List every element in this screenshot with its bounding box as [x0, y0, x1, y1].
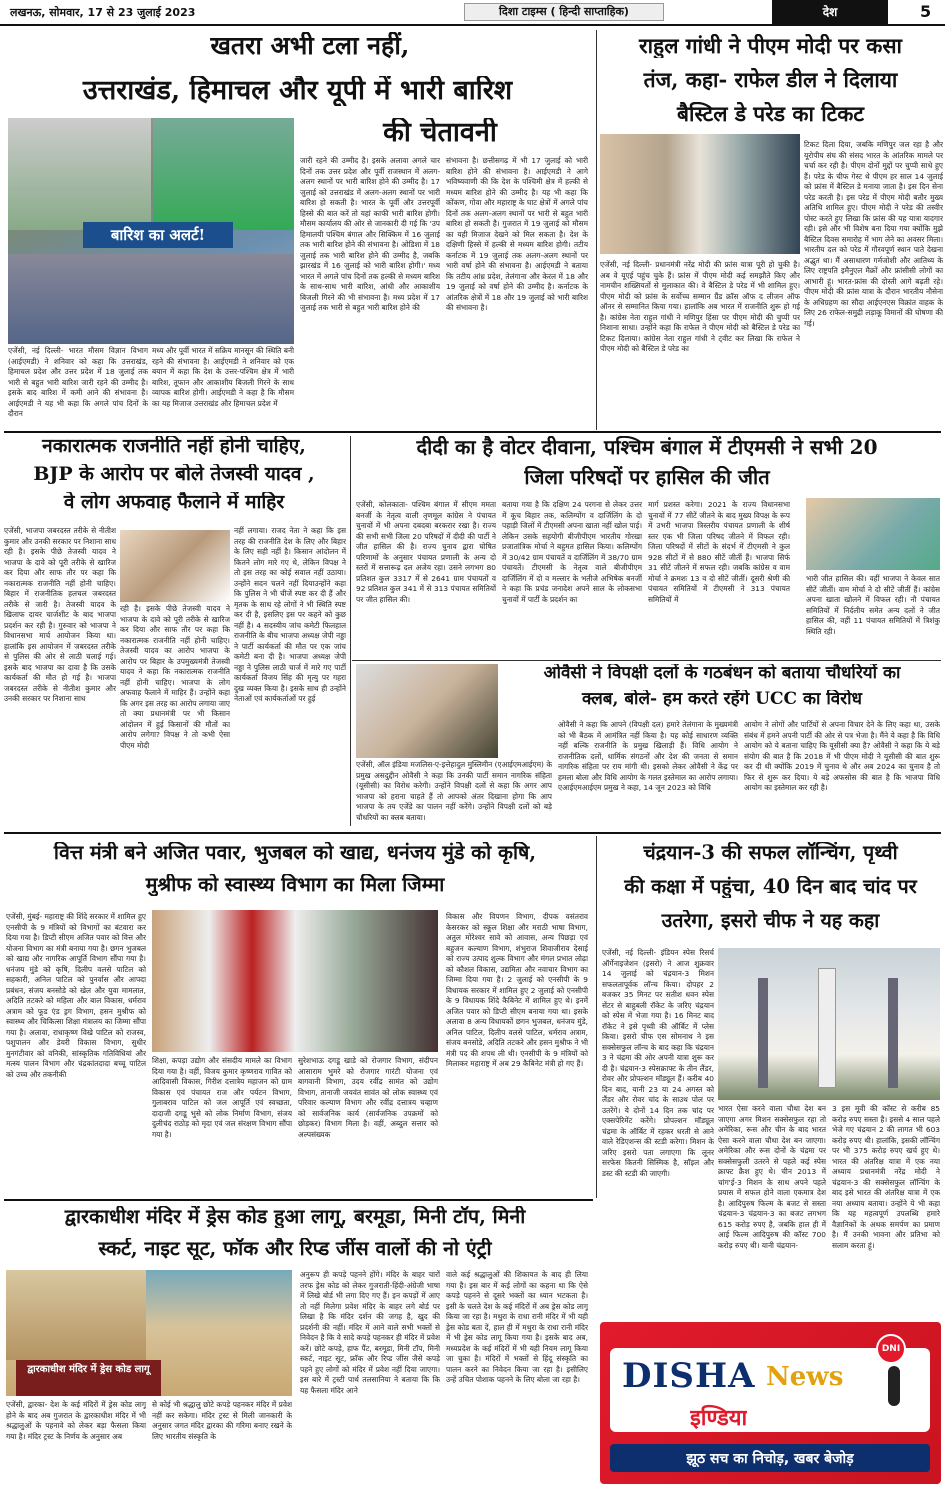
ad-tagline: झूठ सच का निचोड़, खबर बेजोड़	[686, 1451, 854, 1467]
flood-photo-right	[153, 118, 294, 230]
article-column-1: एजेंसी, नई दिल्ली- प्रधानमंत्री नरेंद्र मोदी की फ्रांस यात्रा पूरी हो चुकी है। अब वे यूएई पहुंच चुके हैं। फ्रांस में पीएम मोदी कई समझौते किए और नामचीन शख्सियतों से मुलाकात की। वे बैस्टिल डे परेड में भी शामिल हुए। पीएम मोदी को फ्रांस के सर्वोच्च सम्मान ग्रैंड क्रॉस ऑफ द लीजन ऑफ ऑनर से सम्मानित किया गया। हालांकि अब भारत में राजनीति शुरू हो गई है। कांग्रेस नेता राहुल गांधी ने मणिपुर हिंसा पर पीएम मोदी की चुप्पी पर निशाना साधा। उन्होंने कहा कि राफेल ने पीएम मोदी को बैस्टिल डे परेड का टिकट दिलाया। कांग्रेस नेता राहुल गांधी ने ट्वीट कर लिखा कि राफेल ने पीएम मोदी को बैस्टिल डे परेड का	[600, 260, 800, 354]
page-number: 5	[920, 2, 932, 21]
article-dwarkadhish	[0, 1202, 593, 1491]
ministers-photo	[152, 910, 438, 1052]
headline-line-2: जिला परिषदों पर हासिल की जीत	[524, 466, 770, 489]
headline-line-2: तंज, कहा- राफेल डील ने दिलाया	[643, 68, 898, 92]
article-ajit-pawar	[0, 836, 593, 1198]
article-column-2: से कोई भी श्रद्धालु छोटे कपड़े पहनकर मंदिर में प्रवेश नहीं कर सकेगा। मंदिर ट्रस्ट से मिली जानकारी के अनुसार जगत मंदिर द्वारका की गरिमा बनाए रखने के लिए भारतीय संस्कृति के	[152, 1400, 292, 1441]
edition-dateline: लखनऊ, सोमवार, 17 से 23 जुलाई 2023	[10, 6, 196, 19]
headline-line-1: वित्त मंत्री बने अजित पवार, भुजबल को खाद्य, धनंजय मुंडे को कृषि,	[53, 842, 537, 864]
article-column-4: संभावना है। छत्तीसगढ़ में भी 17 जुलाई को भारी बारिश होने की संभावना है। आईएमडी ने आगे भविष्यवाणी की कि देश के पश्चिमी क्षेत्र में हल्की से मध्यम बारिश होने की उम्मीद है। यह भी कहा कि कोंकण, गोवा और महाराष्ट्र के घाट क्षेत्रों में अगले पांच दिनों तक अलग-अलग स्थानों पर भारी से बहुत भारी बारिश हो सकती है। गुजरात में 19 जुलाई को मौसम का यही मिजाज देखने को मिल सकता है। देश के दक्षिणी हिस्से में हल्की से मध्यम बारिश होगी। तटीय कर्नाटक में 19 जुलाई तक अलग-अलग स्थानों पर भारी वर्षा होने की संभावना है। आईएमडी ने बताया कि तटीय आंध्र प्रदेश, तेलंगाना और केरल में 18 और 19 जुलाई को वर्षा होने की उम्मीद है। कर्नाटक के आंतरिक क्षेत्रों में 18 और 19 जुलाई को भारी बारिश की संभावना है।	[446, 156, 588, 313]
ad-brand-news: News	[766, 1362, 844, 1392]
headline-line-2: BJP के आरोप पर बोले तेजस्वी यादव ,	[33, 464, 315, 485]
dress-code-badge: द्वारकाधीश मंदिर में ड्रेस कोड लागू	[16, 1360, 161, 1396]
paper-name: दिशा टाइम्स ( हिन्दी साप्ताहिक)	[464, 3, 664, 21]
article-column-2: ओवैसी ने कहा कि आपने (विपक्षी दल) हमारे तेलंगाना के मुख्यमंत्री को भी बैठक में आमंत्रित नहीं किया है। यह कोई साधारण व्यक्ति नहीं बल्कि राजनीति के प्रमुख खिलाड़ी हैं। विधि आयोग ने राजनीतिक दलों, धार्मिक संगठनों और देश की जनता से समान नागरिक संहिता पर राय मांगी थी। इसको लेकर ओवैसी ने केंद्र पर हमला बोला और विधि आयोग के गलत इस्तेमाल का आरोप लगाया। एआईएमआईएम प्रमुख ने कहा, 14 जून 2023 को विधि	[558, 720, 738, 793]
headline-line-2: की कक्षा में पहुंचा, 40 दिन बाद चांद पर	[624, 876, 917, 898]
mamata-photo	[806, 498, 940, 570]
article-column-3: 3 इस मूवी की कॉस्ट से करीब 85 करोड़ रुपए सस्ता है। इससे 4 साल पहले भेजे गए चंद्रयान 2 की लागत भी 603 करोड़ रुपए थी। हालांकि, इसकी लॉन्चिंग पर भी 375 करोड़ रुपए खर्च हुए थे। भारत की अंतरिक्ष यात्रा में एक नया अध्याय प्रधानमंत्री नरेंद्र मोदी ने चंद्रयान-3 की सक्सेसफुल लॉन्चिंग के बाद इसे भारत की अंतरिक्ष यात्रा में एक नया अध्याय बताया। उन्होंने ये भी कहा कि यह महत्वपूर्ण उपलब्धि हमारे वैज्ञानिकों के अथक समर्पण का प्रमाण है। मैं उनकी भावना और प्रतिभा को सलाम करता हूं।	[832, 1104, 940, 1250]
rocket-launch-photo	[718, 948, 940, 1100]
article-owaisi	[352, 662, 945, 830]
headline-line-1: राहुल गांधी ने पीएम मोदी पर कसा	[639, 34, 902, 58]
article-column-2: भारत ऐसा करने वाला चौथा देश बन जाएगा अगर मिशन सक्सेसफुल रहा तो अमेरिका, रूस और चीन के बाद भारत ऐसा करने वाला चौथा देश बन जाएगा। अमेरिका और रूस दोनों के चंद्रमा पर सक्सेसफुली उतरने से पहले कई स्पेस क्राफ्ट क्रैश हुए थे। चीन 2013 में चांग'ई-3 मिशन के साथ अपने पहले प्रयास में सफल होने वाला एकमात्र देश है। आदिपुरुष फिल्म के बजट से सस्ता चंद्रयान-3 चंद्रयान-3 का बजट लगभग 615 करोड़ रुपए है, जबकि हाल ही में आई फिल्म आदिपुरुष की कॉस्ट 700 करोड़ रुपए थी। यानी चंद्रयान-	[718, 1104, 826, 1250]
tejashwi-photo	[120, 530, 230, 602]
article-column-1: एजेंसी, भाजपा जबरदस्त तरीके से नीतीश कुमार और उनकी सरकार पर निशाना साध रही है। इसके पीछे तेजस्वी यादव ने भाजपा के दावे को पूरी तरीके से खारिज कर दिया और साफ तौर पर कहा कि नकारात्मक राजनीति नहीं होनी चाहिए। बिहार में राजनीतिक हलचल जबरदस्त तरीके से जारी है। तेजस्वी यादव के खिलाफ दायर चार्जशीट के बाद भाजपा प्रदर्शन कर रही है। गुरुवार को भाजपा ने विधानसभा मार्च आयोजन किया था। हालांकि इस आयोजन में जबरदस्त तरीके से पुलिस की ओर से लाठी चलाई गई। इसके बाद भाजपा का दावा है कि उसके कार्यकर्ता की मौत हो गई है। भाजपा जबरदस्त तरीके से नीतीश कुमार और उनकी सरकार पर निशाना साध	[4, 526, 116, 704]
article-column-1: एजेंसी, नई दिल्ली- भारत मौसम विज्ञान विभाग (आईएमडी) ने शनिवार को कहा कि उत्तराखंड, हिमाचल प्रदेश और उत्तर प्रदेश में 18 जुलाई तक भारी से बहुत भारी बारिश जारी रहने की उम्मीद है। इसके बाद बारिश में कमी आने की संभावना है। आईएमडी ने यह भी कहा कि अगले पांच दिनों के दौरान	[8, 346, 148, 419]
flood-photo-bottom	[8, 254, 294, 344]
headline-line-2: उत्तराखंड, हिमाचल और यूपी में भारी बारिश	[82, 76, 513, 106]
headline-line-2: क्लब, बोले- हम करते रहेंगे UCC का विरोध	[582, 690, 862, 709]
microphone-icon	[888, 1366, 900, 1406]
article-rain-warning	[0, 28, 593, 448]
article-column-4: भारी जीत हासिल की। वहीं भाजपा ने केवल सात सीटें जीतीं। वाम मोर्चा ने दो सीटें जीतीं हैं। कांग्रेस अपना खाता खोलने में विफल रही। नौ पंचायत समितियों में निर्दलीय समेत अन्य दलों ने जीत हासिल की, वहीं 11 पंचायत समितियों में त्रिशंकु स्थिति रही।	[806, 574, 940, 636]
launch-tower	[758, 978, 768, 1088]
temple-photo-left	[6, 1270, 146, 1360]
ad-dni-badge: DNI	[876, 1334, 906, 1364]
headline-line-2: मुश्रीफ को स्वास्थ्य विभाग का मिला जिम्मा	[145, 874, 445, 896]
article-column-3: अनुरूप ही कपड़े पहनने होंगे। मंदिर के बाहर चारों तरफ ड्रेस कोड को लेकर गुजराती-हिंदी-अंग्रेजी भाषा में लिखे बोर्ड भी लगा दिए गए हैं। इन कपड़ों में आए तो नहीं मिलेगा प्रवेश मंदिर के बाहर लगे बोर्ड पर लिखा है कि मंदिर दर्शन की जगह है, खुद की प्रदर्शनी की नहीं। मंदिर में आने वाले सभी भक्तों से निवेदन है कि वे सादे कपड़े पहनकर ही मंदिर में प्रवेश करें। छोटे कपड़े, हाफ पैंट, बरमूडा, मिनी टॉप, मिनी स्कर्ट, नाइट सूट, फ्रॉक और रिप्ड जींस जैसे कपड़े पहने हुए लोगों को मंदिर में प्रवेश नहीं दिया जाएगा। इस बारे में ट्रस्टी पार्थ तलसानिया ने बताया कि कि यह फैसला मंदिर आने	[300, 1270, 440, 1395]
headline-line-1: नकारात्मक राजनीति नहीं होनी चाहिए,	[42, 436, 306, 457]
article-column-4: विकास और विपणन विभाग, दीपक वसंतराव केसरकर को स्कूल शिक्षा और मराठी भाषा विभाग, अतुल मोरेश्वर सावे को आवास, अन्य पिछड़ा एवं बहुजन कल्याण विभाग, शंभुराज शिवाजीराव देसाई को राज्य उत्पाद शुल्क विभाग और मंगल प्रभात लोढ़ा को कौशल विकास, उद्यमिता और नवाचार विभाग का जिम्मा दिया गया है। 2 जुलाई को एनसीपी के 9 विधायक सरकार में शामिल हुए 2 जुलाई को एनसीपी के 9 विधायक शिंदे कैबिनेट में शामिल हुए थे। इनमें अजित पवार को डिप्टी सीएम बनाया गया था। इसके अलावा 8 अन्य विधायकों छगन भुजबल, धनंजय मुंडे, अनिल पाटिल, दिलीप वलसे पाटिल, धर्मराव अत्राम, संजय बनसोडे, अदिति तटकरे और हसन मुश्रीफ ने भी मंत्री पद की शपथ ली थी। एनसीपी के 9 मंत्रियों को मिलाकर महाराष्ट्र में अब 29 कैबिनेट मंत्री हो गए हैं।	[446, 912, 588, 1069]
flood-photo-collage	[8, 118, 294, 344]
modi-macron-rahul-photo	[600, 134, 800, 254]
headline-line-1: चंद्रयान-3 की सफल लॉन्चिंग, पृथ्वी	[643, 842, 898, 864]
owaisi-photo	[356, 664, 498, 758]
headline-line-1: ओवैसी ने विपक्षी दलों के गठबंधन को बताया चौधरियों का	[543, 664, 901, 683]
article-column-3: मार्ग प्रशस्त करेगा। 2021 के राज्य विधानसभा चुनावों में 77 सीटें जीतने के बाद मुख्य विपक्ष के रूप में उभरी भाजपा त्रिस्तरीय पंचायत प्रणाली के शीर्ष स्तर एक भी जिला परिषद जीतने में विफल रही। जिला परिषदों में सीटों के संदर्भ में टीएमसी ने कुल 928 सीटों में से 880 सीटें जीतीं हैं। भाजपा सिर्फ 31 सीटें जीतने में सफल रही। जबकि कांग्रेस व वाम मोर्चा ने क्रमशः 13 व दो सीटें जीतीं। दूसरी श्रेणी की पंचायत समितियों में टीएमसी ने 313 पंचायत समितियों में	[648, 500, 790, 604]
headline-line-3: बैस्टिल डे परेड का टिकट	[677, 102, 864, 126]
article-column-3: जारी रहने की उम्मीद है। इसके अलावा अगले चार दिनों तक उत्तर प्रदेश और पूर्वी राजस्थान में अलग-अलग स्थानों पर भारी बारिश होने की उम्मीद है। 17 जुलाई को उत्तराखंड में अलग-अलग स्थानों पर भारी बारिश हो सकती है। भारत के पूर्वी और उत्तरपूर्वी हिस्से की बात करें तो यहां काफी भारी बारिश होगी। मौसम कार्यालय की ओर से जानकारी दी गई कि 'उप हिमालयी पश्चिम बंगाल और सिक्किम में 16 जुलाई तक भारी बारिश होने की संभावना है। ओडिशा में 18 जुलाई तक भारी बारिश होने की उम्मीद है, जबकि झारखंड में 16 जुलाई को भारी बारिश होगी।' मध्य भारत में अगले पांच दिनों तक हल्की से मध्यम बारिश के साथ-साथ भारी बारिश, आंधी और आकाशीय बिजली गिरने की भी संभावना है। मध्य प्रदेश में 17 जुलाई तक भारी से बहुत भारी बारिश होने की	[300, 156, 440, 313]
article-column-1: एजेंसी, नई दिल्ली- इंडियन स्पेस रिसर्च ऑर्गेनाइजेशन (इसरो) ने आज शुक्रवार 14 जुलाई को चंद्रयान-3 मिशन सफलतापूर्वक लॉन्च किया। दोपहर 2 बजकर 35 मिनट पर सतीश धवन स्पेस सेंटर से बाहुबली रॉकेट के जरिए चंद्रयान को स्पेस में भेजा गया है। 16 मिनट बाद रॉकेट ने इसे पृथ्वी की ऑर्बिट में प्लेस किया। इसरो चीफ एस सोमनाथ ने इस सक्सेसफुल लॉन्च के बाद कहा कि चंद्रयान 3 ने चंद्रमा की ओर अपनी यात्रा शुरू कर दी है। चंद्रयान-3 स्पेसक्राफ्ट के तीन लैंडर, रोवर और प्रोपल्शन मॉड्यूल हैं। करीब 40 दिन बाद, यानी 23 या 24 अगस्त को लैंडर और रोवर चांद के साउथ पोल पर उतरेंगे। ये दोनों 14 दिन तक चांद पर एक्सपेरिमेंट करेंगे। प्रोपल्शन मॉड्यूल चंद्रमा के ऑर्बिट में रहकर धरती से आने वाले रेडिएशन्स की स्टडी करेगा। मिशन के जरिए इसरो पता लगाएगा कि लूनर सरफेस कितनी सिस्मिक है, सॉइल और डस्ट की स्टडी की जाएगी।	[602, 948, 714, 1178]
article-column-1: एजेंसी, कोलकाता- पश्चिम बंगाल में सीएम ममता बनर्जी के नेतृत्व वाली तृणमूल कांग्रेस ने पंचायत चुनावों में भी अपना दबदबा बरकरार रखा है। राज्य की सभी सभी जिला 20 परिषदों में दीदी की पार्टी ने जीत हासिल की है। राज्य चुनाव द्वारा घोषित परिणामों के अनुसार पंचायत प्रणाली के अन्य दो स्तरों में सत्तारूढ़ दल अजेय रहा। उसने लगभग 80 प्रतिशत कुल 3317 में से 2641 ग्राम पंचायतों व 92 प्रतिशत कुल 341 में से 313 पंचायत समितियों पर जीत हासिल की।	[356, 500, 496, 604]
article-column-2: टिकट दिला दिया, जबकि मणिपुर जल रहा है और यूरोपीय संघ की संसद भारत के आंतरिक मामले पर चर्चा कर रही है। पीएम दोनों मुद्दों पर चुप्पी साधे हुए हैं। परेड के चीफ गेस्ट थे पीएम हर साल 14 जुलाई को फ्रांस में बैस्टिल डे मनाया जाता है। इस दिन सेना परेड करती है। इस परेड में पीएम मोदी बतौर मुख्य अतिथि शामिल हुए। पीएम मोदी ने परेड की तस्वीर पोस्ट करते हुए लिखा कि फ्रांस की यह यात्रा यादगार रही। इसे और भी विशेष बना दिया गया क्योंकि मुझे बैस्टिल दिवस समारोह में भाग लेने का अवसर मिला। भारतीय दल को परेड में गौरवपूर्ण स्थान पाते देखना अद्भुत था। मैं असाधारण गर्मजोशी और आतिथ्य के लिए राष्ट्रपति इमैनुएल मैक्रों और फ्रांसीसी लोगों का आभारी हूं। भारत-फ्रांस की दोस्ती आगे बढ़ती रहे। पीएम मोदी की फ्रांस यात्रा के दौरान भारतीय नौसेना के अधिग्रहण का सौदा आईएनएस विक्रांत वाहक के लिए 26 राफेल-समुद्री लड़ाकू विमानों की घोषणा की गई।	[804, 140, 943, 328]
disha-news-ad	[600, 1322, 941, 1484]
headline-line-2: स्कर्ट, नाइट सूट, फॉक और रिप्ड जींस वालों की नो एंट्री	[98, 1238, 492, 1260]
section-label: देश	[772, 0, 888, 24]
page-header	[0, 0, 945, 26]
article-tmc-panchayat	[352, 434, 945, 660]
temple-photo	[6, 1270, 292, 1396]
article-column-2: मध्य और पूर्वी भारत में सक्रिय मानसून की स्थिति बनी रहने की संभावना है। आईएमडी ने शनिवार को एक बयान में कहा कि देश के उत्तर-पश्चिम क्षेत्र में भारी बारिश, तूफान और आकाशीय बिजली गिरने के साथ व्यापक बारिश होगी। आईएमडी ने कहा है कि मौसम का यह मिजाज उत्तराखंड और हिमाचल प्रदेश में	[152, 346, 294, 408]
article-tejashwi	[0, 434, 348, 830]
ad-subtitle-india: इण्डिया	[690, 1405, 748, 1431]
article-column-1: एजेंसी, मुंबई- महाराष्ट्र की शिंदे सरकार में शामिल हुए एनसीपी के 9 मंत्रियों को विभागों का बंटवारा कर दिया गया है। डिप्टी सीएम अजित पवार को वित्त और योजना विभाग का मंत्री बनाया गया है। छगन भुजबल को खाद्य और नागरिक आपूर्ति विभाग सौंपा गया है। धनंजय मुंडे को कृषि, दिलीप वलसे पाटिल को सहकारी, अनिल पाटिल को पुनर्वास और आपदा प्रबंधन, संजय बनसोडे को खेल और युवा मामलात, अदिति तटकरे को महिला और बाल विकास, धर्मराव अत्राम को फूड एंड ड्रग विभाग, हसन मुश्रीफ को स्वास्थ्य और चिकित्सा शिक्षा मंत्रालय का जिम्मा सौंपा गया है। अलावा, राधाकृष्ण विखे पाटिल को राजस्व, पशुपालन और डेयरी विकास विभाग, सुधीर मुनगंटीवार को वनिकी, सांस्कृतिक गतिविधियां और मत्स्य पालन विभाग और चंद्रकांतदादा बच्चू पाटिल को उच्च और तकनीकी	[6, 912, 146, 1079]
article-column-4: वाले कई श्रद्धालुओं की शिकायत के बाद ही लिया गया है। इस बार में कई लोगों का कहना था कि ऐसे कपड़े पहनने से दूसरे भक्तों का ध्यान भटकता है। इसी के चलते देश के कई मंदिरों में अब ड्रेस कोड लागू किया जा रहा है। मथुरा के राधा रानी मंदिर में भी यही ड्रेस कोड बता दें, हाल ही में मथुरा के राधा रानी मंदिर में भी ड्रेस कोड लागू किया गया है। इसके बाद अब, मध्यप्रदेश के कई मंदिरों में भी यही नियम लागू किया जा चुका है। मंदिरों में भक्तों से हिंदू संस्कृति का पालन करने का निवेदन किया जा रहा है। इसीलिए उन्हें उचित पोशाक पहनने के लिए बोला जा रहा है।	[446, 1270, 588, 1385]
headline-line-1: द्वारकाधीश मंदिर में ड्रेस कोड हुआ लागू, बरमूडा, मिनी टॉप, मिनी	[64, 1206, 526, 1228]
article-column-3: नहीं लगाया। राजद नेता ने कहा कि इस तरह की राजनीति देश के लिए और बिहार के लिए सही नहीं है। किसान आंदोलन में कितने लोग मारे गए थे, लेकिन विपक्ष ने तो इस तरह का कोई सवाल नहीं उठाया। उन्होंने सदन चलने नहीं दियाउन्होंने कहा कि पुलिस ने भी चीजें स्पष्ट कर दी हैं और मृतक के साथ रहे लोगों ने भी स्थिति स्पष्ट कर दी है, इसलिए इस पर कहने को कुछ नहीं है। 4 सदस्यीय जांच कमेटी फिलहाल राजनीति के बीच भाजपा अध्यक्ष जेपी नड्डा ने पार्टी कार्यकर्ता की मौत पर एक जांच कमेटी बना दी है। भाजपा अध्यक्ष जेपी नड्डा ने पुलिस लाठी चार्ज में मारे गए पार्टी कार्यकर्ता विजय सिंह की मृत्यु पर गहरा दुख व्यक्त किया है। इसके साथ ही उन्होंने नेताओं एवं कार्यकर्ताओं पर हुई	[234, 526, 346, 704]
headline-line-1: खतरा अभी टला नहीं,	[210, 32, 410, 60]
article-chandrayaan	[598, 836, 945, 1320]
rocket-shape	[818, 968, 836, 1088]
article-column-2: शिक्षा, कपड़ा उद्योग और संसदीय मामले का विभाग दिया गया है। वहीं, विजय कुमार कृष्णराव गावित को आदिवासी विकास, गिरीश दत्तात्रेय महाजन को ग्राम विकास एवं पंचायत राज और पर्यटन विभाग, गुलाबराव पाटिल को जल आपूर्ति एवं स्वच्छता, दादाजी दगडू भुसे को लोक निर्माण विभाग, संजय दुलीचंद राठोड़ को मृदा एवं जल संरक्षण विभाग सौंपा गया है।	[152, 1056, 292, 1139]
headline-line-3: उतरेगा, इसरो चीफ ने यह कहा	[661, 910, 880, 932]
article-column-2: बताया गया है कि दक्षिण 24 परगना से लेकर उत्तर में कूच बिहार तक, कलिम्पोंग व दार्जिलिंग के दो पहाड़ी जिलों में टीएमसी अपना खाता नहीं खोल पाई। लेकिन उसके सहयोगी बीजीपीएम भारतीय गोरखा प्रजातांत्रिक मोर्चा ने बहुमत हासिल किया। कलिम्पोंग में 30/42 ग्राम पंचायतें व दार्जिलिंग में 38/70 ग्राम पंचायतें। टीएमसी के नेतृत्व वाले बीजीपीएम दार्जिलिंग में दो व मल्लार के भतीजे अभिषेक बनर्जी ने कहा कि प्रचंड जनादेश अपने साल के लोकसभा चुनावों में पार्टी के प्रदर्शन का	[502, 500, 642, 604]
article-rahul-gandhi	[598, 28, 945, 430]
launch-tower	[888, 978, 898, 1088]
headline-line-3: की चेतावनी	[383, 118, 497, 148]
headline-line-3: वे लोग अफवाह फैलाने में माहिर	[63, 492, 285, 513]
article-column-3: सुरेशभाऊ दगडू खाडे को रोजगार विभाग, संदीपन आसाराम भुमरे को रोजगार गारंटी योजना एवं बागवानी विभाग, उदय रवींद्र सामंत को उद्योग विभाग, तानाजी जयवंत सावंत को लोक स्वास्थ्य एवं परिवार कल्याण विभाग और रवींद्र दत्तात्रय चव्हाण को सार्वजनिक कार्य (सार्वजनिक उपक्रमों को छोड़कर) विभाग मिला है। वहीं, अब्दुल सत्तार को अल्पसंख्यक	[298, 1056, 438, 1139]
article-column-2: रही है। इसके पीछे तेजस्वी यादव ने भाजपा के दावे को पूरी तरीके से खारिज कर दिया और साफ तौर पर कहा कि नकारात्मक राजनीति नहीं होनी चाहिए। तेजस्वी यादव का आरोप भाजपा के आरोप पर बिहार के उपमुख्यमंत्री तेजस्वी यादव ने कहा कि नकारात्मक राजनीति नहीं होनी चाहिए। भाजपा के लोग अफवाह फैलाने में माहिर हैं। उन्होंने कहा कि अगर इस तरह का आरोप लगाया जाए तो क्या प्रधानमंत्री पर भी किसान आंदोलन में हुई किसानों की मौतों का आरोप लगेगा? विपक्ष ने तो कभी ऐसा पीएम मोदी	[120, 604, 230, 750]
rain-alert-badge: बारिश का अलर्ट!	[83, 222, 233, 248]
article-column-1: एजेंसी, ऑल इंडिया मजलिस-ए-इत्तेहादुल मुस्लिमीन (एआईएमआईएम) के प्रमुख असदुद्दीन ओवैसी ने कहा कि उनकी पार्टी समान नागरिक संहिता (यूसीसी) का विरोध करेगी। उन्होंने विपक्षी दलों से कहा कि अगर आप भाजपा को हराना चाहते हैं तो आपको अंतर दिखाना होगा कि आप भाजपा के तय एजेंडे का पालन नहीं करेंगे। उन्होंने विपक्षी दलों को बड़े चौधरियों का क्लब बताया।	[356, 760, 552, 822]
flood-photo-left	[8, 118, 151, 230]
ad-brand-disha: DISHA	[622, 1356, 756, 1396]
article-column-3: आयोग ने लोगों और पार्टियों से अपना विचार देने के लिए कहा था, उसके संबंध में हमने अपनी पार्टी की ओर से पत्र भेजा है। मैंने ये कहा है कि विधि आयोग को ये बताना चाहिए कि यूसीसी क्या है? ओवैसी ने कहा कि ये बड़े संयोग की बात है कि 2018 में भी पीएम मोदी ने यूसीसी की बात शुरू कर दी थी क्योंकि 2019 में चुनाव थे और अब 2024 का चुनाव है तो फिर से शुरू कर दिया। ये बड़े अफसोस की बात है कि भाजपा विधि आयोग का इस्तेमाल कर रही है।	[744, 720, 940, 793]
article-column-1: एजेंसी, द्वारका- देश के कई मंदिरों में ड्रेस कोड लागू होने के बाद अब गुजरात के द्वारकाधीश मंदिर में भी श्रद्धालुओं के पहनावे को लेकर बड़ा फैसला किया गया है। मंदिर ट्रस्ट के निर्णय के अनुसार अब	[6, 1400, 146, 1441]
headline-line-1: दीदी का है वोटर दीवाना, पश्चिम बंगाल में टीएमसी ने सभी 20	[416, 436, 878, 459]
